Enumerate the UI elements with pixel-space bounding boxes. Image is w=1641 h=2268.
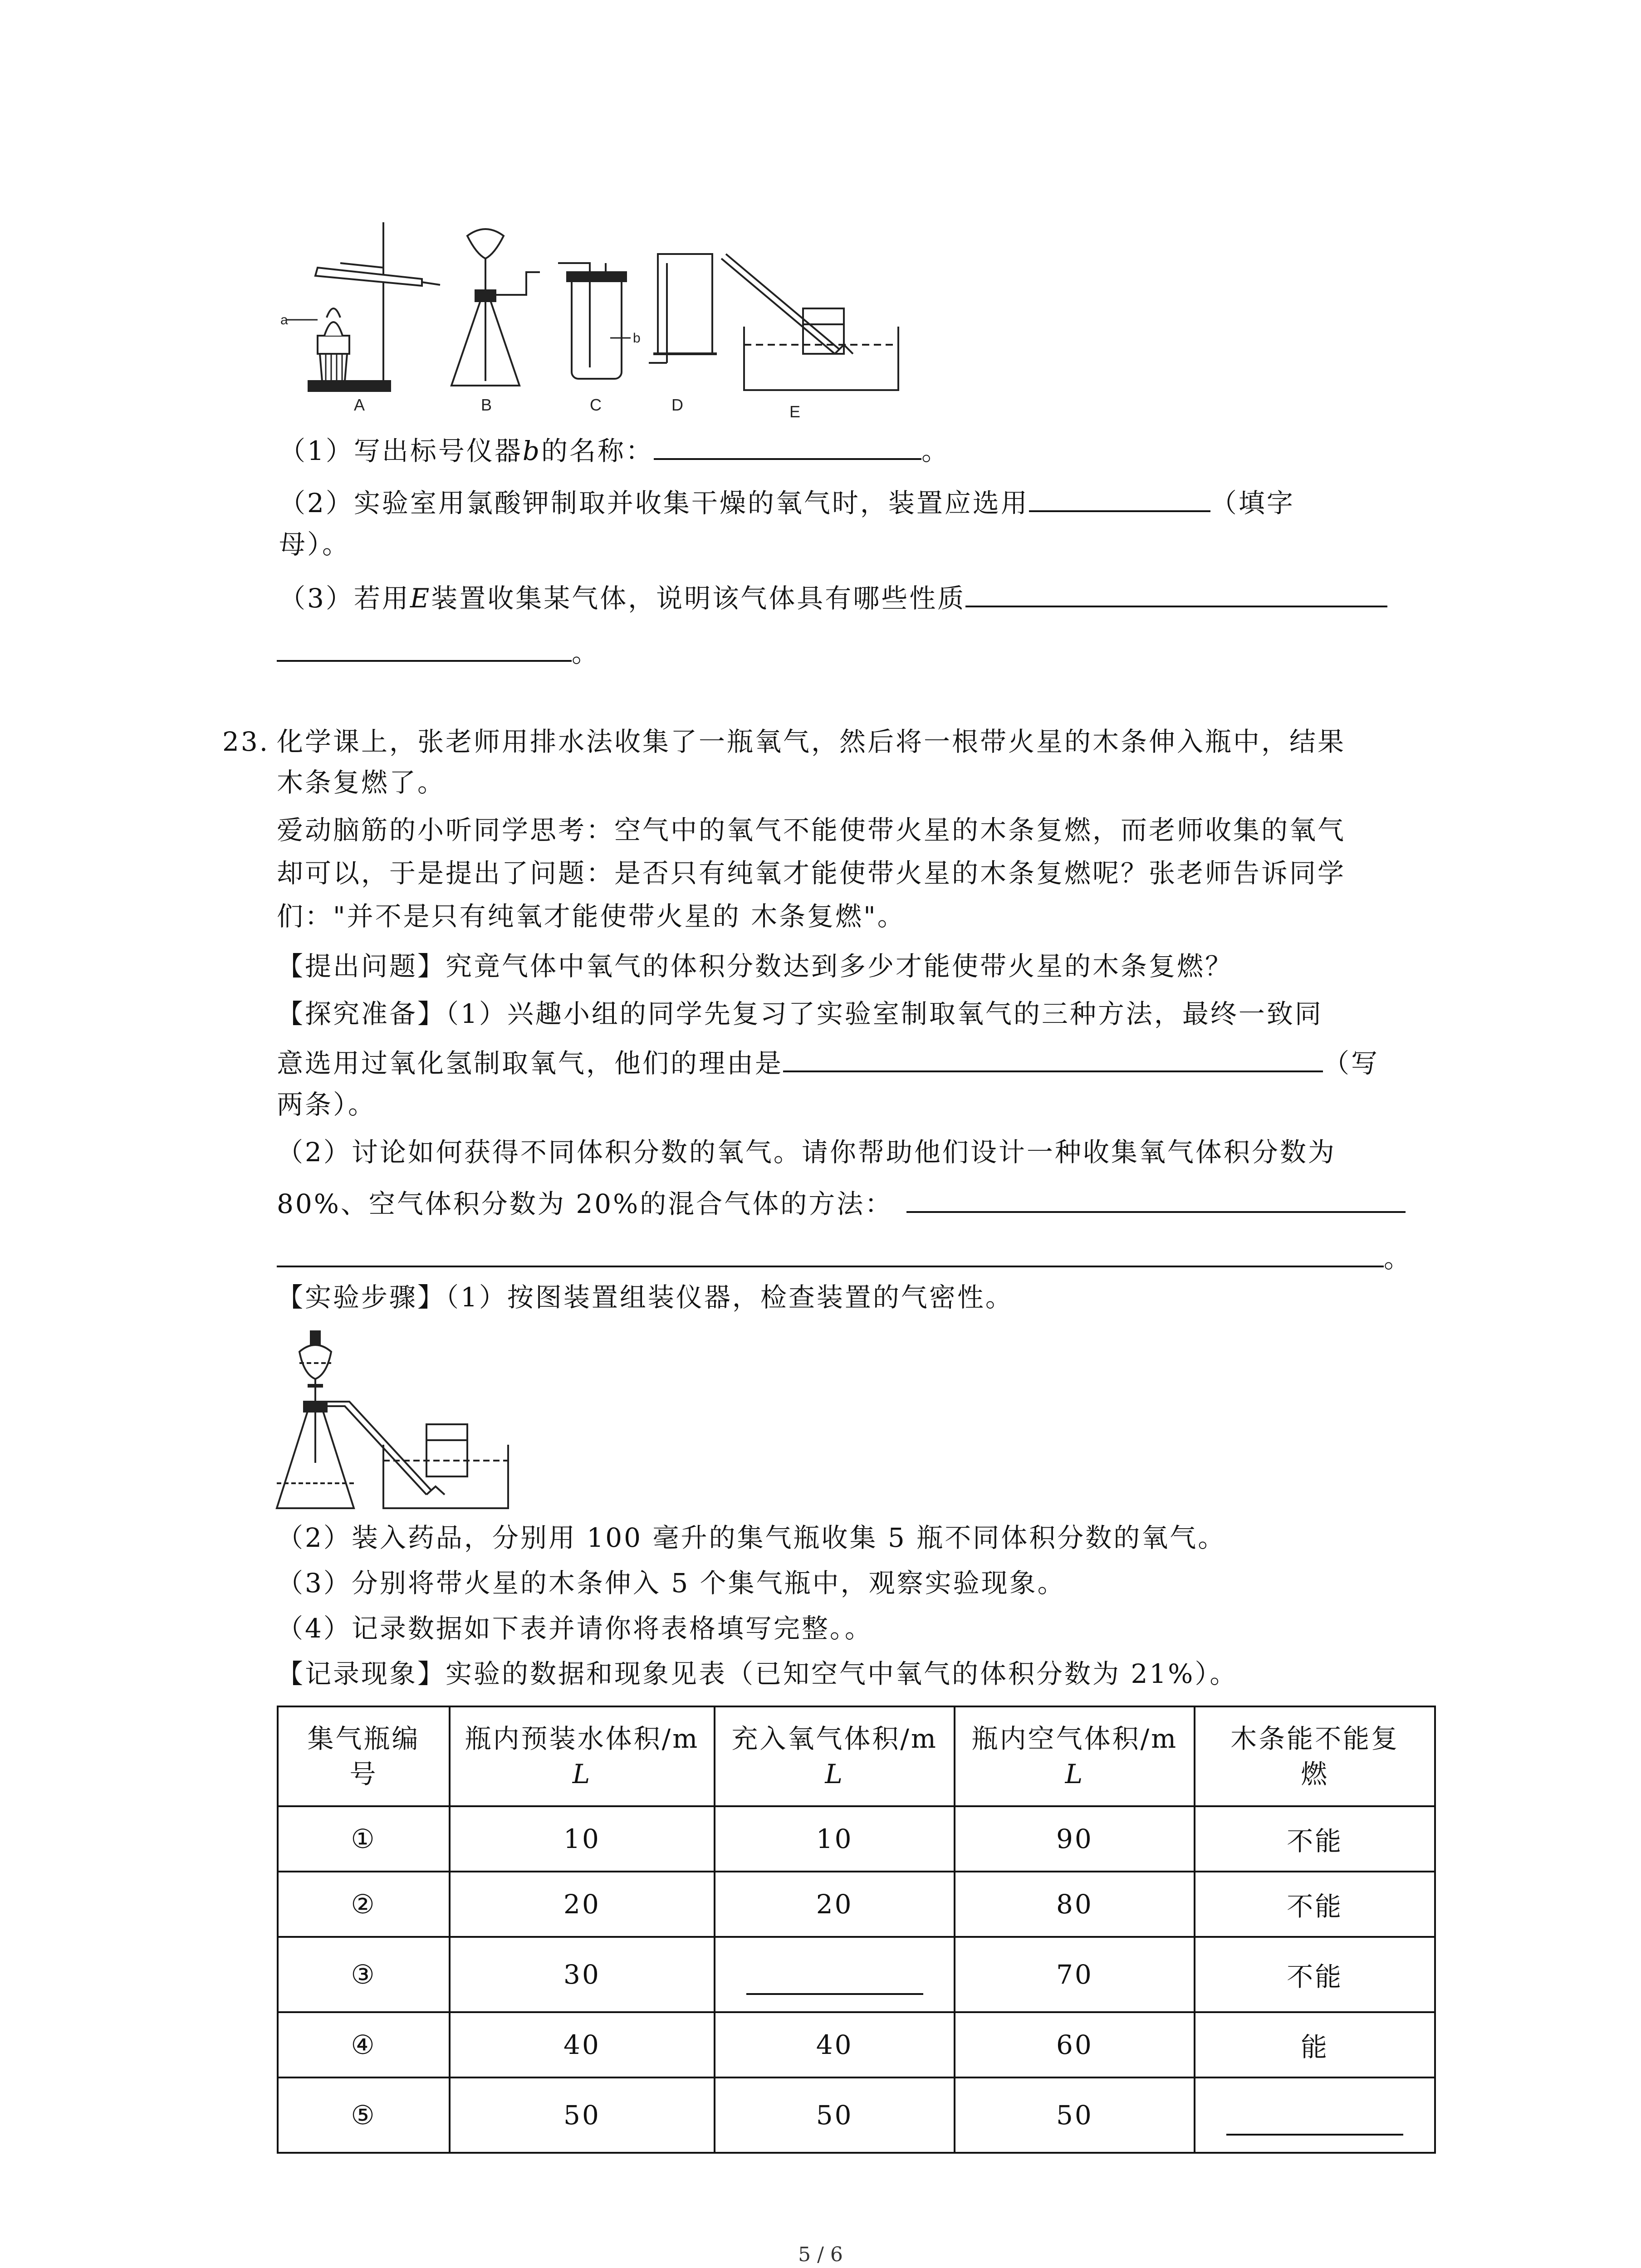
header-air-volume: 瓶内空气体积/m L xyxy=(955,1706,1195,1806)
label-e: E xyxy=(789,402,801,421)
cell-water: 30 xyxy=(450,1937,715,2012)
apparatus-figure-a-e xyxy=(272,218,916,426)
results-table xyxy=(277,1706,1436,2154)
cell-bottle: ⑤ xyxy=(278,2077,450,2153)
cell-relight: 不能 xyxy=(1195,1937,1435,2012)
q23-discuss-2: 80%、空气体积分数为 20%的混合气体的方法： xyxy=(277,1184,1406,1222)
label-b-small: b xyxy=(633,331,641,346)
q23-discuss-1: （2）讨论如何获得不同体积分数的氧气。请你帮助他们设计一种收集氧气体积分数为 xyxy=(277,1137,1336,1168)
q23-step-3: （3）分别将带火星的木条伸入 5 个集气瓶中，观察实验现象。 xyxy=(277,1568,1066,1598)
cell-water: 10 xyxy=(450,1806,715,1872)
apparatus-figure-experiment xyxy=(272,1327,517,1517)
label-a-small: a xyxy=(280,313,288,327)
label-a: A xyxy=(354,396,365,414)
cell-relight: 不能 xyxy=(1195,1872,1435,1937)
q23-intro-2: 木条复燃了。 xyxy=(277,767,446,798)
cell-air: 60 xyxy=(955,2012,1195,2077)
table-row xyxy=(278,2012,1435,2077)
q23-prep-2: 意选用过氧化氢制取氧气，他们的理由是 （写 xyxy=(277,1043,1379,1081)
apparatus-a xyxy=(286,222,440,391)
header-bottle-number: 集气瓶编 号 xyxy=(278,1706,450,1806)
table-header-row xyxy=(278,1706,1435,1806)
cell-air: 90 xyxy=(955,1806,1195,1872)
cell-water: 40 xyxy=(450,2012,715,2077)
answer-blank-q22-2[interactable] xyxy=(1029,483,1210,512)
table-row xyxy=(278,1937,1435,2012)
answer-blank-q22-1[interactable] xyxy=(654,431,921,460)
page-number: 5 / 6 xyxy=(798,2243,843,2266)
answer-blank-q23-method-a[interactable] xyxy=(906,1184,1406,1213)
q22-part2: （2）实验室用氯酸钾制取并收集干燥的氧气时，装置应选用 （填字 xyxy=(279,483,1295,521)
q23-para-3: 们："并不是只有纯氧才能使带火星的 木条复燃"。 xyxy=(277,901,906,932)
q23-number: 23. xyxy=(222,726,270,757)
q22-part3: （3）若用E装置收集某气体，说明该气体具有哪些性质 xyxy=(279,578,1387,616)
answer-blank-q23-reason[interactable] xyxy=(783,1043,1323,1072)
cell-bottle: ① xyxy=(278,1806,450,1872)
q23-step-1: 【实验步骤】（1）按图装置组装仪器，检查装置的气密性。 xyxy=(277,1282,1014,1313)
cell-oxygen-blank[interactable] xyxy=(715,1937,955,2012)
answer-blank-q23-method-b[interactable] xyxy=(277,1238,1384,1267)
cell-bottle: ② xyxy=(278,1872,450,1937)
cell-relight: 能 xyxy=(1195,2012,1435,2077)
cell-air: 70 xyxy=(955,1937,1195,2012)
apparatus-b xyxy=(451,229,540,386)
answer-blank-relight-5[interactable] xyxy=(1226,2105,1403,2136)
cell-bottle: ④ xyxy=(278,2012,450,2077)
apparatus-c xyxy=(558,263,631,379)
apparatus-d xyxy=(649,254,717,363)
cell-oxygen: 40 xyxy=(715,2012,955,2077)
answer-blank-oxygen-3[interactable] xyxy=(746,1964,923,1995)
cell-oxygen: 50 xyxy=(715,2077,955,2153)
table-row xyxy=(278,1806,1435,1872)
q23-intro-1: 化学课上，张老师用排水法收集了一瓶氧气，然后将一根带火星的木条伸入瓶中，结果 xyxy=(277,726,1346,757)
cell-water: 50 xyxy=(450,2077,715,2153)
answer-blank-q22-3b[interactable] xyxy=(277,633,572,662)
q22-part2-cont: 母）。 xyxy=(279,529,351,560)
cell-air: 80 xyxy=(955,1872,1195,1937)
cell-bottle: ③ xyxy=(278,1937,450,2012)
cell-oxygen: 10 xyxy=(715,1806,955,1872)
header-relight: 木条能不能复 燃 xyxy=(1195,1706,1435,1806)
cell-water: 20 xyxy=(450,1872,715,1937)
cell-relight: 不能 xyxy=(1195,1806,1435,1872)
answer-blank-q22-3a[interactable] xyxy=(965,578,1387,607)
q22-part3-cont: 。 xyxy=(277,633,600,671)
q23-record: 【记录现象】实验的数据和现象见表（已知空气中氧气的体积分数为 21%）。 xyxy=(277,1658,1238,1689)
q23-para-2: 却可以，于是提出了问题：是否只有纯氧才能使带火星的木条复燃呢？张老师告诉同学 xyxy=(277,858,1346,889)
label-d: D xyxy=(671,396,683,414)
cell-relight-blank[interactable] xyxy=(1195,2077,1435,2153)
q23-para-1: 爱动脑筋的小听同学思考：空气中的氧气不能使带火星的木条复燃，而老师收集的氧气 xyxy=(277,815,1346,846)
apparatus-e xyxy=(721,254,898,390)
q23-step-4: （4）记录数据如下表并请你将表格填写完整。。 xyxy=(277,1613,873,1644)
table-row xyxy=(278,1872,1435,1937)
table-row xyxy=(278,2077,1435,2153)
label-b: B xyxy=(481,396,492,414)
q23-question: 【提出问题】究竟气体中氧气的体积分数达到多少才能使带火星的木条复燃？ xyxy=(277,951,1234,982)
label-c: C xyxy=(590,396,602,414)
cell-air: 50 xyxy=(955,2077,1195,2153)
header-water-volume: 瓶内预装水体积/m L xyxy=(450,1706,715,1806)
q23-discuss-3: 。 xyxy=(277,1238,1412,1276)
q23-prep-1: 【探究准备】（1）兴趣小组的同学先复习了实验室制取氧气的三种方法，最终一致同 xyxy=(277,998,1323,1029)
cell-oxygen: 20 xyxy=(715,1872,955,1937)
q22-part1: （1）写出标号仪器b的名称： 。 xyxy=(279,431,950,469)
q23-step-2: （2）装入药品，分别用 100 毫升的集气瓶收集 5 瓶不同体积分数的氧气。 xyxy=(277,1522,1226,1553)
header-oxygen-volume: 充入氧气体积/m L xyxy=(715,1706,955,1806)
q23-prep-3: 两条）。 xyxy=(277,1089,377,1120)
